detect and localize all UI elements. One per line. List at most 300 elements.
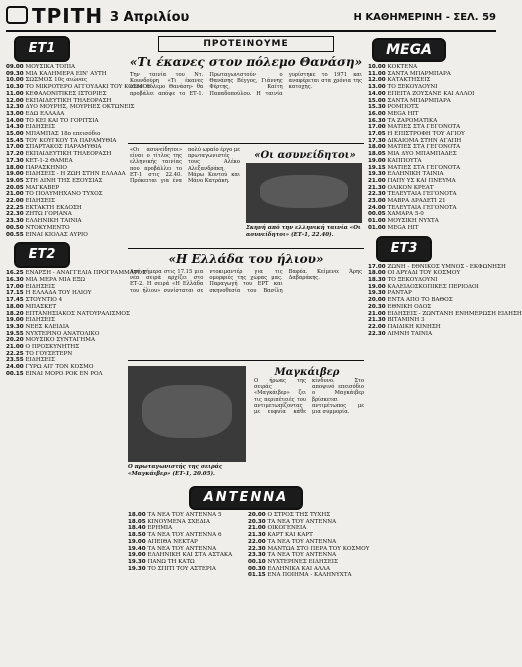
antenna-logo: ANTENNA [189, 486, 303, 510]
program-row [368, 211, 496, 218]
program-row [368, 331, 496, 338]
program-time: 22.25 [6, 350, 24, 357]
program-time: 22.30 [248, 545, 266, 552]
program-time: 19.30 [128, 558, 146, 565]
program-row [6, 211, 124, 218]
program-row [6, 178, 124, 185]
program-row [368, 178, 496, 185]
program-time: 23.30 [6, 218, 24, 225]
program-title: ΜΑΤΙΕΣ ΣΤΑ ΓΕΓΟΝΟΤΑ [385, 124, 461, 131]
article-title: «Η Ελλάδα του ήλιου» [168, 252, 324, 266]
program-time: 14.30 [6, 124, 24, 131]
program-title: ΚΑΡΤ ΚΑΙ ΚΑΡΤ [265, 532, 313, 539]
program-row [6, 198, 124, 205]
program-row [6, 351, 124, 358]
program-title: ΣΑΝΤΑ ΜΠΑΡΜΠΑΡΑ [385, 97, 451, 104]
program-title: ΑΠΕΙΘΑ ΝΕΚΤΑΡ [145, 538, 198, 545]
program-row [6, 284, 124, 291]
program-title: ΕΡΗΜΙΑ [145, 525, 173, 532]
program-time: 15.00 [6, 131, 24, 138]
program-title: ΤΟΥ ΚΟΥΓΚΟΥ ΤΑ ΠΑΡΑΜΥΘΙΑ [23, 137, 117, 144]
program-time: 20.30 [368, 303, 386, 310]
program-time: 21.30 [248, 532, 266, 539]
program-time: 14.00 [6, 117, 24, 124]
ert1-logo: ΕΤ1 [14, 36, 70, 62]
program-row [6, 277, 124, 284]
program-title: ΕΚΤΑΚΤΗ ΕΚΔΟΣΗ [23, 204, 82, 211]
program-title: ΚΙΝΟΥΜΕΝΑ ΣΧΕΔΙΑ [145, 518, 210, 525]
program-time: 18.40 [128, 525, 146, 532]
program-time: 18.30 [368, 276, 386, 283]
program-title: ΝΤΟΚΥΜΕΝΤΟ [23, 224, 70, 231]
article-magkaiver [128, 364, 364, 482]
program-time: 19.30 [368, 171, 386, 178]
program-title: ΕΝΤΑ ΑΠΟ ΤΟ ΒΑΘΟΣ [385, 297, 453, 304]
article-body: Ο ήρωας της σειράς «Μαγκάιβερ» ζει τις περιπέτειές του αντιμετωπίζοντας με ευφυΐα κάθε κίνδυνο. Στο αποψινό επεισόδιο ο Μαγκάιβερ βρίσκεται αντιμέτωπος με μια συμμορία. [254, 378, 364, 416]
program-title: ΤΑ ΖΑΡΟΜΑΤΙΚΑ [385, 117, 438, 124]
program-row [6, 225, 124, 232]
program-row [248, 532, 364, 539]
program-title: ΣΩΣΜΟΣ 10ς αιώνας [23, 77, 87, 84]
program-title: ΝΕΕΣ ΚΛΕΙΔΙΑ [23, 323, 70, 330]
ert2-schedule [6, 270, 147, 377]
program-title: ΕΝΑ ΠΟΙΗΜΑ - ΚΑΛΗΝΥΧΤΑ [265, 572, 352, 579]
program-row [368, 297, 496, 304]
mega-logo: MEGA [372, 38, 446, 62]
program-title: ΜΠΑΜΠΑΣ 18ο επεισόδιο [23, 131, 101, 138]
program-title: ΔΙΚΑΙΟΜΑ ΣΤΗΝ ΑΓΑΠΗ [385, 137, 462, 144]
program-title: ΤΟ ΚΕΙ ΚΑΙ ΤΟ ΓΟΡΙΤΣΙΑ [23, 117, 99, 124]
program-row [6, 357, 124, 364]
program-title: ΤΟ ΞΕΚΟΥΔΟΥΝΙ [385, 276, 438, 283]
program-row [368, 198, 496, 205]
recommend-banner: ΠΡΟΤΕΙΝΟΥΜΕ [158, 36, 334, 52]
program-title: ΕΔΩ ΕΛΛΑΔΑ [23, 110, 65, 117]
program-time: 17.00 [368, 124, 386, 131]
program-row [368, 225, 496, 232]
article-body: Από σήμερα στις 17.15 μια νέα σειρά αρχίζει στο ΕΤ-2. Η σειρά «Η Ελλάδα του ήλιου» συνίσταται σε ντοκιμαντέρ για τις ομορφιές της χώρας μας. Παραγωγή του ΕΡΤ και σκηνοθεσία του Βασίλη Βαφέα. Κείμενο: Άρης Δαβαράκης. [130, 269, 362, 294]
program-time: 18.20 [6, 310, 24, 317]
program-time: 17.05 [368, 131, 386, 138]
program-time: 19.05 [6, 177, 24, 184]
program-row [128, 512, 244, 519]
program-title: ΕΠΕΙΤΑ ΖΟΥΣΑΝΕ ΚΑΙ ΑΛΛΟΙ [385, 90, 475, 97]
program-row [248, 566, 364, 573]
program-time: 16.30 [368, 117, 386, 124]
day-title: ΤΡΙΤΗ [32, 4, 104, 28]
program-time: 20.00 [368, 297, 386, 304]
program-time: 18.05 [128, 518, 146, 525]
program-row [368, 284, 496, 291]
program-row [248, 572, 364, 579]
program-row [368, 118, 496, 125]
program-row [128, 532, 244, 539]
program-time: 17.45 [6, 297, 24, 304]
program-row [368, 144, 496, 151]
program-time: 18.00 [6, 164, 24, 171]
program-row [368, 131, 496, 138]
program-time: 00.10 [248, 558, 266, 565]
program-time: 19.30 [6, 323, 24, 330]
program-time: 12.30 [6, 104, 24, 111]
article-body: Την ταινία του Ντ. Κουνδούρη «Τι έκανες στον πόλεμο Θανάση» θα προβάλει απόψε το ΕΤ-1. Πρωταγωνιστούν ο Θανάσης Βέγγος, Γιάννης Φέρτης, Καίτη Παπαδοπούλου. Η ταινία γυρίστηκε το 1971 και αναφέρεται στα χρόνια της κατοχής. [130, 72, 362, 97]
program-time: 11.00 [6, 90, 24, 97]
program-title: ΚΑΤΑΚΤΗΣΕΙΣ [385, 77, 431, 84]
program-row [6, 98, 124, 105]
program-row [128, 539, 244, 546]
program-time: 22.25 [6, 204, 24, 211]
divider [128, 248, 364, 249]
program-title: ΕΙΔΗΣΕΙΣ [23, 283, 55, 290]
program-time: 20.05 [6, 184, 24, 191]
program-time: 22.30 [368, 191, 386, 198]
program-title: ΜΙΑ ΚΑΛΗΜΕΡΑ ΕΙΝ' ΑΥΤΗ [23, 70, 107, 77]
program-time: 01.00 [368, 224, 386, 231]
antenna-schedule-left [128, 512, 244, 579]
program-row [6, 317, 124, 324]
program-row [6, 64, 124, 71]
program-time: 21.00 [6, 344, 24, 351]
program-title: ΚΑΛΕΙΔΟΣΚΟΠΙΚΕΣ ΠΕΡΙΟΔΟΙ [385, 283, 479, 290]
program-title: ΜΑΤΙΕΣ ΣΤΑ ΓΕΓΟΝΟΤΑ [385, 144, 461, 151]
program-title: ΕΙΔΗΣΕΙΣ [23, 357, 55, 364]
program-title: ΕΛΛΗΝΙΚΑ ΚΑΙ ΑΛΛΑ [265, 565, 330, 572]
divider [128, 143, 364, 144]
program-row [6, 270, 147, 277]
program-time: 24.00 [6, 364, 24, 371]
program-time: 21.00 [6, 191, 24, 198]
program-time: 19.00 [368, 283, 386, 290]
program-title: Ο ΣΤΡΟΣ ΤΗΣ ΤΥΧΗΣ [265, 512, 331, 518]
program-time: 16.30 [6, 276, 24, 283]
program-title: ΕΙΔΗΣΕΙΣ [23, 317, 55, 324]
program-title: ΜΟΥΣΙΚΗ ΝΥΧΤΑ [385, 218, 439, 225]
program-title: ΚΑΠΠΟΥΤΑ [385, 157, 422, 164]
program-time: 16.00 [368, 110, 386, 117]
program-time: 18.00 [6, 303, 24, 310]
program-title: ΕΙΝΑΙ ΜΟΡΟ ΡΟΚ ΕΝ ΡΟΛ [23, 370, 103, 377]
program-title: ΟΙΚΟΓΕΝΕΙΑ [265, 525, 307, 532]
article-thanasis [128, 55, 364, 140]
program-time: 18.00 [368, 144, 386, 151]
program-time: 21.00 [248, 525, 266, 532]
ert2-logo: ΕΤ2 [14, 242, 70, 268]
program-row [368, 310, 522, 318]
program-row [368, 317, 496, 324]
article-title: Μαγκάιβερ [274, 367, 340, 378]
program-row [6, 131, 124, 138]
program-title: ΠΑΙΔΙΚΗ ΚΙΝΗΣΗ [385, 323, 441, 330]
program-row [368, 191, 496, 198]
program-title: ΕΙΔΗΣΕΙΣ [23, 124, 55, 131]
program-time: 21.00 [368, 310, 386, 317]
program-time: 19.40 [128, 545, 146, 552]
program-time: 24.00 [368, 204, 386, 211]
program-row [6, 158, 124, 165]
program-row [368, 171, 496, 178]
program-title: ΕΛΛΗΝΙΚΗ ΤΑΙΝΙΑ [385, 171, 444, 178]
program-time: 22.00 [248, 538, 266, 545]
program-title: ΕΘΝΙΚΗ ΟΔΟΣ [385, 303, 432, 310]
program-row [368, 98, 496, 105]
program-time: 22.00 [368, 323, 386, 330]
program-row [368, 205, 496, 212]
program-row [128, 566, 244, 573]
program-row [6, 304, 124, 311]
program-row [6, 232, 124, 239]
program-title: ΡΑΝΤΑΡ [385, 290, 412, 297]
program-title: ΤΑ ΝΕΑ ΤΟΥ ΑΝΤΕΝΝΑ [265, 518, 337, 525]
et3-logo: ΕΤ3 [376, 236, 432, 262]
program-row [248, 525, 364, 532]
program-row [248, 552, 364, 559]
program-title: ΜΟΥΣΙΚΑ ΤΟΠΙΑ [23, 64, 76, 70]
program-row [368, 277, 496, 284]
program-row [6, 297, 124, 304]
program-title: ΚΟΚΤΕΝΑ [385, 64, 418, 70]
program-row [6, 91, 124, 98]
movie-photo [246, 163, 362, 223]
program-time: 00.05 [368, 211, 386, 218]
program-time: 19.30 [368, 290, 386, 297]
program-time: 00.15 [6, 370, 24, 377]
program-row [128, 519, 244, 526]
program-title: ΖΗΤΩ ΓΟΡΙΑΝΑ [23, 211, 72, 218]
program-row [368, 165, 496, 172]
program-title: MEGA HIT [385, 224, 419, 231]
date-label: 3 Απριλίου [110, 10, 190, 25]
program-row [6, 337, 124, 344]
program-row [128, 552, 244, 559]
program-time: 00.30 [248, 565, 266, 572]
program-time: 19.55 [6, 330, 24, 337]
program-row [6, 144, 124, 151]
program-title: ΝΥΧΤΕΡΙΝΕΣ ΕΙΔΗΣΕΙΣ [265, 558, 338, 565]
program-title: ΣΑΝΤΑ ΜΠΑΡΜΠΑΡΑ [385, 70, 451, 77]
program-row [6, 77, 124, 84]
program-row [248, 545, 370, 553]
program-row [368, 64, 496, 71]
newspaper-page: Η ΚΑΘΗΜΕΡΙΝΗ - ΣΕΛ. 59 [353, 12, 496, 23]
program-title: ΕΚΠΑΙΔΕΥΤΙΚΗ ΤΗΛΕΟΡΑΣΗ [23, 97, 112, 104]
program-title: ΛΙΜΝΗ ΤΑΙΝΙΑ [385, 330, 433, 337]
program-title: ΚΕΦΑΛΟΝΙΤΙΚΕΣ ΙΣΤΟΡΙΕΣ [23, 90, 107, 97]
program-row [6, 104, 135, 111]
program-title: ΔΥΟ ΜΟΥΡΗΣ, ΜΟΥΡΗΕΣ ΟΚΤΩΝΕΙΣ [23, 104, 135, 111]
program-time: 19.00 [368, 157, 386, 164]
program-row [248, 559, 364, 566]
article-ellada [128, 252, 364, 357]
program-title: ΠΑΠΥ ΥΣ ΚΑΙ ΠΝΕΥΜΑ [385, 177, 456, 184]
program-row [6, 371, 124, 378]
program-time: 00.55 [6, 231, 24, 238]
program-row [6, 364, 124, 371]
program-row [6, 165, 124, 172]
program-title: ΤΕΛΕΥΤΑΙΑ ΓΕΓΟΝΟΤΑ [385, 204, 457, 211]
program-title: ΜΠΑΣΚΕΤ [23, 303, 57, 310]
program-title: ΠΑΝΩ ΤΗ ΚΑΤΩ [145, 558, 195, 565]
program-title: ΡΟΜΠΟΤΣ [385, 104, 419, 111]
program-row [368, 151, 496, 158]
program-time: 12.00 [6, 97, 24, 104]
program-time: 12.00 [368, 77, 386, 84]
program-title: ΣΤΟΥΝΤΙΟ 4 [23, 297, 63, 304]
program-title: ΒΙΤΑΜΙΝΗ 3 [385, 317, 425, 324]
program-title: ΕΚΠΑΙΔΕΥΤΙΚΗ ΤΗΛΕΟΡΑΣΗ [23, 151, 112, 158]
program-row [6, 344, 124, 351]
program-row [368, 185, 496, 192]
program-title: ΠΑΡΑΣΚΗΝΙΟ [23, 164, 67, 171]
program-time: 01.15 [248, 572, 266, 579]
middle-column [128, 36, 370, 663]
program-row [128, 546, 244, 553]
program-row [6, 84, 151, 91]
program-title: ΕΝΑΡΞΗ - ΑΝΑΓΓΕΛΙΑ ΠΡΟΓΡΑΜΜΑΤΟΣ [23, 270, 147, 277]
program-title: ΣΤΗ ΔΙΝΗ ΤΗΣ ΕΞΟΥΣΙΑΣ [23, 177, 103, 184]
program-time: 18.05 [368, 151, 386, 158]
program-time: 23.30 [248, 552, 266, 559]
photo-caption: Σκηνή από την ελληνική ταινία «Οι ασυνείδητοι» (ΕΤ-1, 22.40). [246, 225, 361, 238]
program-time: 15.00 [368, 97, 386, 104]
program-row [368, 270, 496, 277]
ert1-schedule [6, 64, 151, 238]
program-time: 10.30 [6, 84, 24, 91]
program-title: ΤΟ ΜΙΚΡΟΤΕΡΟ ΑΓΓΟΥΔΑΚΙ ΤΟΥ ΚΟΣΜΟΥ [23, 84, 151, 91]
program-time: 01.00 [368, 218, 386, 225]
program-title: ΤΑ ΝΕΑ ΤΟΥ ΑΝΤΕΝΝΑ [265, 538, 337, 545]
program-title: ΤΟ ΣΠΙΤΙ ΤΟΥ ΑΣΤΕΡΙΑ [145, 565, 216, 572]
program-row [368, 77, 496, 84]
program-row [248, 539, 364, 546]
program-time: 10.00 [368, 64, 386, 70]
program-row [368, 91, 496, 98]
program-title: ΜΑΤΙΕΣ ΣΤΑ ΓΕΓΟΝΟΤΑ [385, 164, 461, 171]
program-title: MEGA HIT [385, 110, 419, 117]
program-title: ΓΥΡΩ ΑΠ' ΤΟΝ ΚΟΣΜΟ [23, 364, 94, 371]
divider [128, 360, 364, 361]
program-title: ΕΛΛΗΝΙΚΗ ΚΑΙ ΣΤΑ ΑΣΤΑΚΑ [145, 552, 233, 559]
program-title: ΜΟΥΣΙΚΟ ΣΥΝΤΑΓΗΜΑ [23, 337, 96, 344]
program-row [368, 124, 496, 131]
program-time: 19.15 [368, 164, 386, 171]
program-time: 15.30 [368, 104, 386, 111]
program-row [6, 118, 124, 125]
program-time: 22.30 [368, 330, 386, 337]
program-time: 20.00 [248, 512, 266, 518]
program-title: ΣΠΑΡΤΑΚΟΣ ΠΑΡΑΜΥΘΙΑ [23, 144, 102, 151]
program-time: 17.00 [6, 283, 24, 290]
article-body: «Οι ασυνείδητοι» είναι ο τίτλος της ελληνικής ταινίας που προβάλλει το ΕΤ-1 στις 22.40. Πρόκειται για ένα πολύ ωραίο έργο με πρωταγωνιστές τους Αλέκο Αλεξανδράκη, Μάρω Κοντού και Μάνο Κατράκη. [130, 147, 240, 185]
program-row [6, 191, 124, 198]
program-time: 18.50 [128, 532, 146, 539]
program-row [6, 185, 124, 192]
program-title: ΜΑΝΤΩΑ ΣΤΟ ΠΕΡΑ ΤΟΥ ΚΟΣΜΟΥ [265, 545, 370, 552]
program-time: 17.20 [6, 151, 24, 158]
program-time: 23.00 [368, 198, 386, 205]
program-row [6, 218, 124, 225]
program-title: Η ΕΛΛΑΔΑ ΤΟΥ ΗΛΙΟΥ [23, 290, 92, 297]
program-title: ΕΙΔΗΣΕΙΣ [23, 198, 55, 205]
program-title: ΝΥΧΤΕΡΙΝΟ ΑΝΑΤΟΛΙΚΟ [23, 330, 100, 337]
right-column [368, 36, 522, 663]
antenna-schedule-right [248, 512, 370, 579]
program-row [6, 290, 124, 297]
page-header [6, 4, 496, 32]
program-row [368, 290, 496, 297]
program-time: 17.30 [6, 157, 24, 164]
program-time: 20.20 [6, 337, 24, 344]
mega-schedule [368, 64, 496, 232]
program-time: 22.00 [6, 198, 24, 205]
program-title: ΤΑ ΝΕΑ ΤΟΥ ΑΝΤΕΝΝΑ 6 [145, 532, 222, 539]
program-title: ΜΙΑ ΔΥΟ ΜΠΑΜΠΑΔΕΣ [385, 151, 457, 158]
program-title: ΚΕΤ-1-2 ΘΑΜΕΑ [23, 157, 73, 164]
program-time: 21.30 [368, 184, 386, 191]
program-title: ΕΙΔΗΣΕΙΣ - ΖΩΝΤΑΝΗ ΕΝΗΜΕΡΩΣΗ ΕΙΔΗΣΗ [385, 310, 522, 317]
program-title: Ο ΠΡΟΣΚΥΝΗΤΗΣ [23, 344, 80, 351]
program-time: 20.30 [248, 518, 266, 525]
program-title: ΕΙΝΑΙ ΚΙΟΛΑΣ ΑΥΡΙΟ [23, 231, 88, 238]
antenna-schedule [128, 512, 370, 579]
program-title: ΟΙ ΔΡΥΑΔΙ ΤΟΥ ΚΟΣΜΟΥ [385, 270, 461, 277]
program-title: ΤΕΛΕΥΤΑΙΑ ΓΕΓΟΝΟΤΑ [385, 191, 457, 198]
program-title: ΜΑΒΡΑ ΔΡΑΔΕΤΙ 21 [385, 198, 446, 205]
program-row [368, 104, 496, 111]
program-row [248, 512, 364, 519]
program-time: 00.50 [6, 224, 24, 231]
program-time: 09.00 [6, 64, 24, 70]
program-row [6, 324, 124, 331]
program-title: ΧΑΜΑΡΑ 5-0 [385, 211, 424, 218]
et3-schedule [368, 263, 522, 338]
program-time: 15.45 [6, 137, 24, 144]
program-time: 18.00 [128, 512, 146, 518]
program-row [368, 71, 496, 78]
program-title: ΤΑ ΝΕΑ ΤΟΥ ΑΝΤΕΝΝΑ [265, 552, 337, 559]
program-time: 17.15 [6, 290, 24, 297]
program-row [6, 331, 124, 338]
program-time: 10.00 [6, 77, 24, 84]
program-title: ΜΑΓΚΑΒΕΡ [23, 184, 60, 191]
program-time: 19.00 [128, 552, 146, 559]
program-time: 16.25 [6, 270, 24, 277]
program-title: ΟΛΙΚΟΝ ΚΡΕΑΤ [385, 184, 434, 191]
program-title: ΕΙΔΗΣΕΙΣ - Η ΖΩΗ ΣΤΗΝ ΕΛΛΑΔΑ [23, 171, 126, 178]
program-row [128, 525, 244, 532]
program-time: 19.00 [128, 538, 146, 545]
program-time: 09.30 [6, 70, 24, 77]
program-time: 21.30 [368, 317, 386, 324]
program-row [6, 111, 124, 118]
program-time: 23.55 [6, 357, 24, 364]
program-title: ΤΟ ΓΟΥΣΕΤΕΡΝ [23, 350, 73, 357]
program-row [6, 205, 124, 212]
program-row [368, 218, 496, 225]
program-time: 18.00 [368, 270, 386, 277]
program-time: 13.00 [368, 84, 386, 91]
program-time: 13.00 [6, 110, 24, 117]
program-time: 19.30 [128, 565, 146, 572]
program-row [368, 158, 496, 165]
actor-photo [128, 366, 246, 462]
program-title: ΜΙΑ ΜΕΡΑ ΜΙΑ ΕΞΩ [23, 276, 86, 283]
program-title: ΤΟ ΠΟΛΥΜΗΧΑΝΟ ΤΥΧΟΣ [23, 191, 103, 198]
program-row [6, 151, 124, 158]
program-row [368, 304, 496, 311]
program-time: 17.00 [368, 263, 386, 270]
program-time: 17.00 [6, 144, 24, 151]
program-time: 21.00 [368, 177, 386, 184]
